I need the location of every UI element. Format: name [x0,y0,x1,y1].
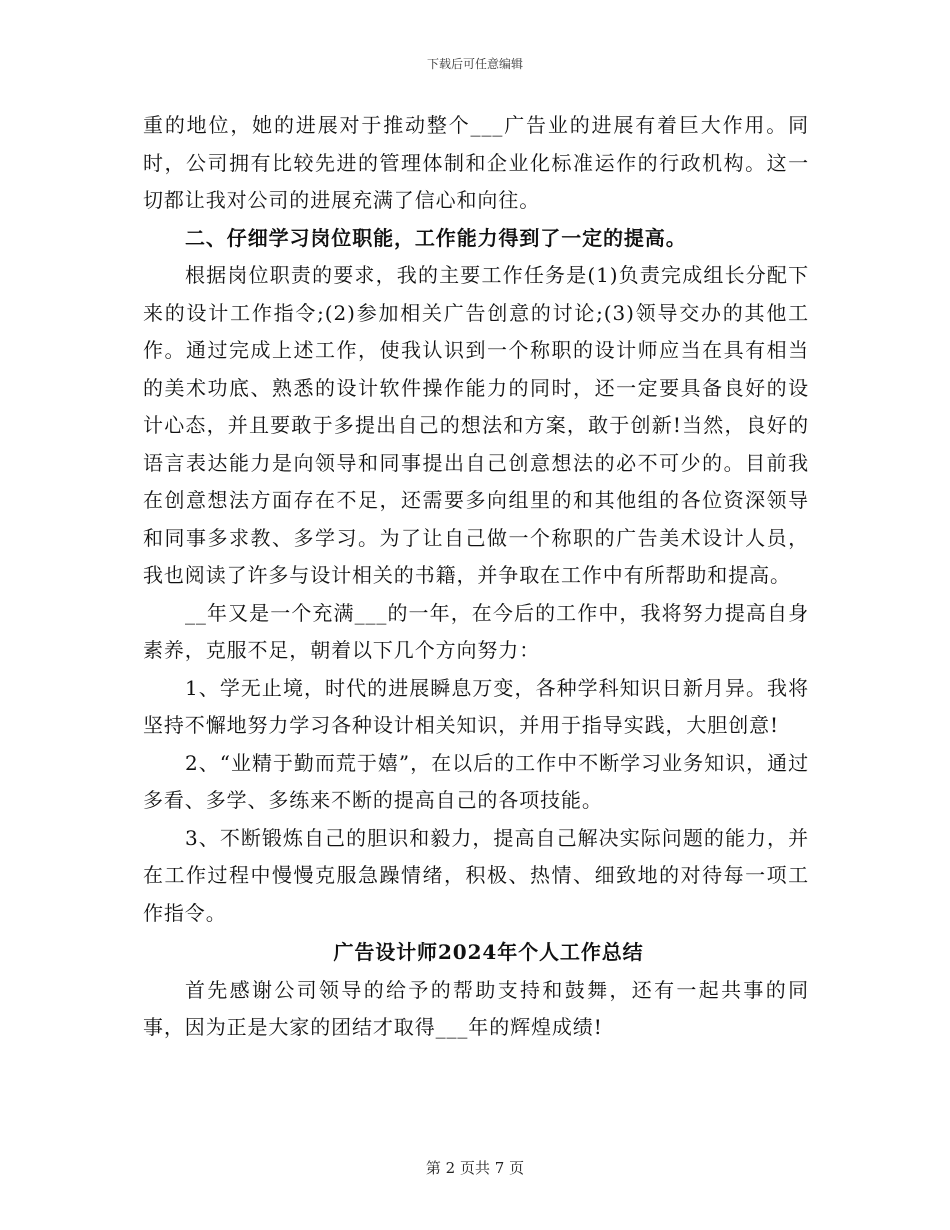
document-body [143,107,809,1047]
list-item-3: 3、不断锻炼自己的胆识和毅力，提高自己解决实际问题的能力，并在工作过程中慢慢克服急躁情绪，积极、热情、细致地的对待每一项工作指令。 [143,825,809,925]
paragraph-thanks: 首先感谢公司领导的给予的帮助支持和鼓舞，还有一起共事的同事，因为正是大家的团结才取得___年的辉煌成绩! [143,977,809,1039]
page-header-note: 下载后可任意编辑 [426,57,523,71]
page-number: 第 2 页共 7 页 [425,1159,525,1177]
list-item-1: 1、学无止境，时代的进展瞬息万变，各种学科知识日新月异。我将坚持不懈地努力学习各种设计相关知识，并用于指导实践，大胆创意! [143,675,809,737]
paragraph-continuation: 重的地位，她的进展对于推动整个___广告业的进展有着巨大作用。同时，公司拥有比较先进的管理体制和企业化标准运作的行政机构。这一切都让我对公司的进展充满了信心和向往。 [143,113,809,212]
paragraph-job-duties: 根据岗位职责的要求，我的主要工作任务是(1)负责完成组长分配下来的设计工作指令;(2)参加相关广告创意的讨论;(3)领导交办的其他工作。通过完成上述工作，使我认识到一个称职的设计师应当在具有相当的美术功底、熟悉的设计软件操作能力的同时，还一定要具备良好的设计心态，并且要敢于多提出自己的想法和方案，敢于创新!当然，良好的语言表达能力是向领导和同事提出自己创意想法的必不可少的。目前我在创意想法方面存在不足，还需要多向组里的和其他组的各位资深领导和同事多求教、多学习。为了让自己做一个称职的广告美术设计人员，我也阅读了许多与设计相关的书籍，并争取在工作中有所帮助和提高。 [143,263,809,587]
paragraph-next-year: __年又是一个充满___的一年，在今后的工作中，我将努力提高自身素养，克服不足，朝着以下几个方向努力： [143,600,809,662]
list-item-2: 2、“业精于勤而荒于嬉”，在以后的工作中不断学习业务知识，通过多看、多学、多练来不断的提高自己的各项技能。 [143,750,809,812]
section-heading: 二、仔细学习岗位职能，工作能力得到了一定的提高。 [185,225,687,250]
document-title: 广告设计师2024年个人工作总结 [333,940,644,964]
